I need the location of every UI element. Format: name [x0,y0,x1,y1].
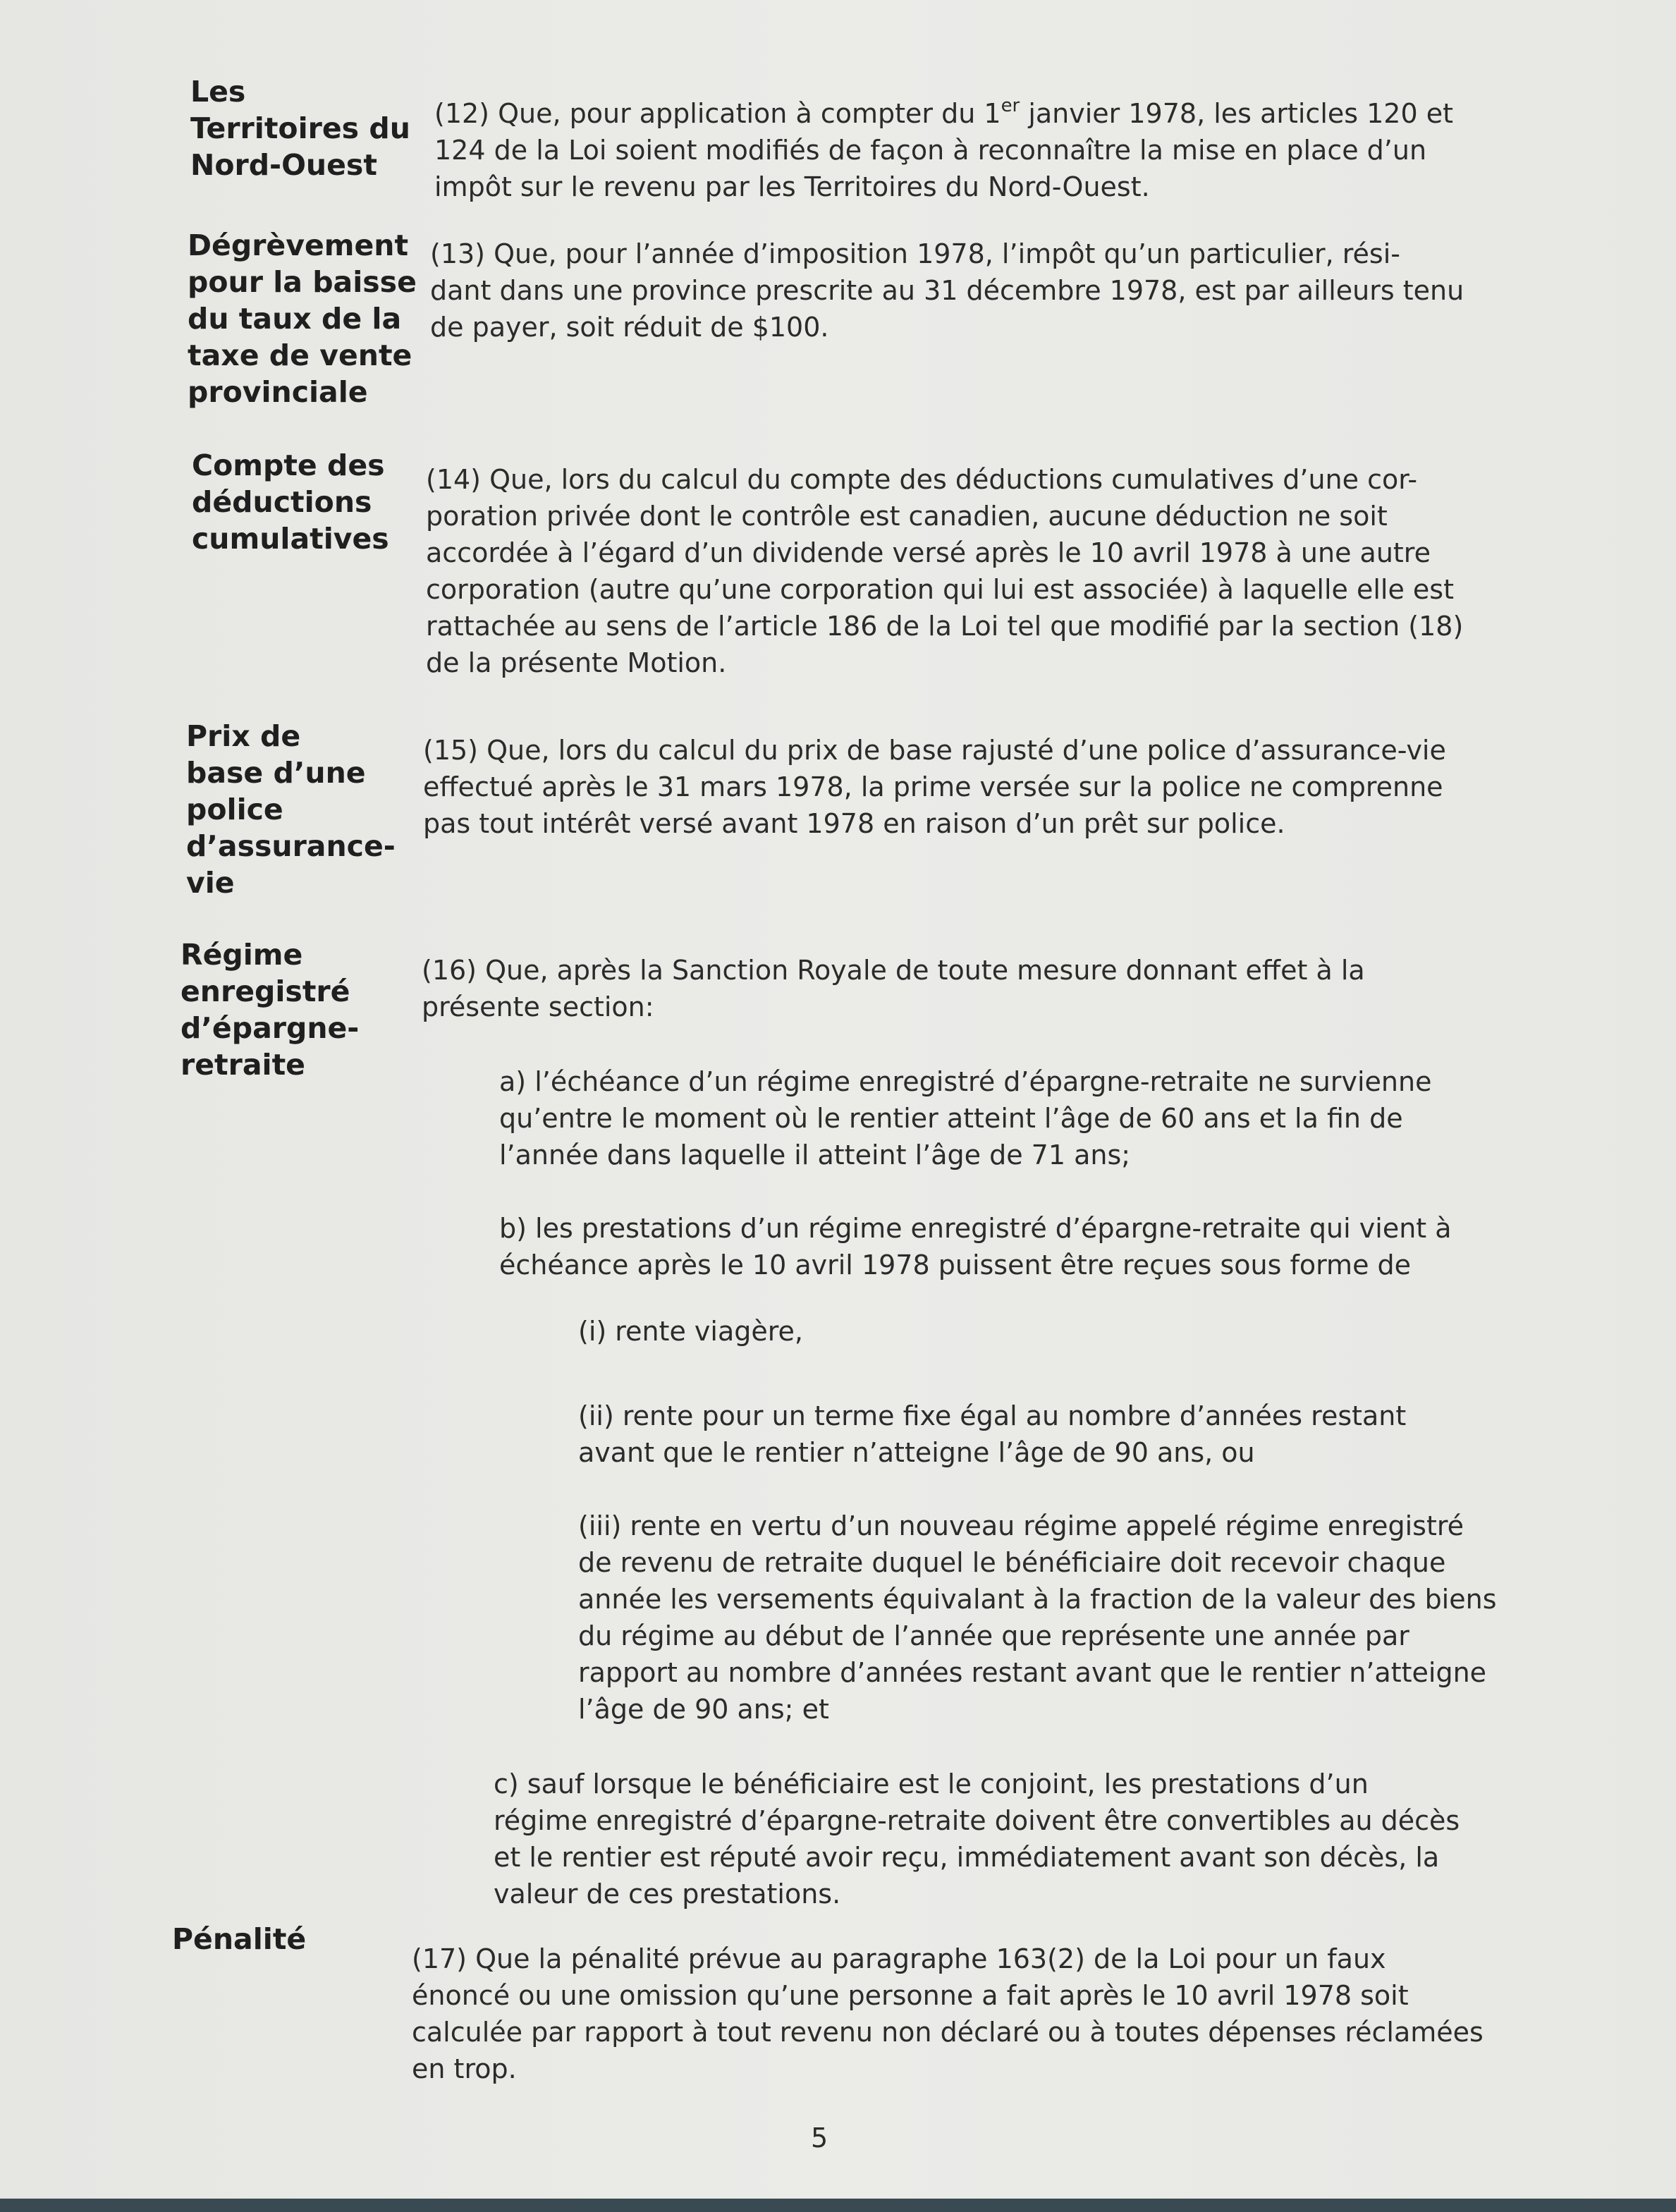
paragraph-17: (17) Que la pénalité prévue au paragraphe 163(2) de la Loi pour un faux énoncé ou une omission qu’une personne a fait après le 10 avril 1978 soit calculée par rapport à tout revenu non déclaré ou à toutes dépenses réclamées en trop. [412,1943,1484,2084]
paragraph-12 [434,87,1591,205]
paragraph-16: (16) Que, après la Sanction Royale de toute mesure donnant effet à la présente section: [422,955,1365,1022]
margin-label-territoires: Les Territoires du Nord-Ouest [190,75,410,182]
paragraph-13: (13) Que, pour l’année d’imposition 1978, l’impôt qu’un particulier, rési- dant dans une province prescrite au 31 décembre 1978, est par ailleurs tenu de payer, soit réduit de $100. [430,238,1464,343]
paragraph-16-subitem-i: (i) rente viagère, [578,1316,803,1347]
paragraph-16-item-c: c) sauf lorsque le bénéficiaire est le conjoint, les prestations d’un régime enregistré d’épargne-retraite doivent être convertibles au décès et le rentier est réputé avoir reçu, immédiatement avant son décès, la valeur de ces prestations. [494,1768,1460,1909]
paragraph-12-sup: er [1001,95,1020,116]
page-bottom-edge [0,2199,1676,2212]
paragraph-14: (14) Que, lors du calcul du compte des déductions cumulatives d’une cor- poration privée dont le contrôle est canadien, aucune déduction ne soit accordée à l’égard d’un dividende versé après le 10 avril 1978 à une autre corporation (autre qu’une corporation qui lui est associée) à laquelle elle est rattachée au sens de l’article 186 de la Loi tel que modifié par la section (18) de la présente Motion. [426,464,1464,678]
paragraph-16-subitem-iii: (iii) rente en vertu d’un nouveau régime appelé régime enregistré de revenu de retraite duquel le bénéficiaire doit recevoir chaque année les versements équivalant à la fraction de la valeur des biens du régime au début de l’année que représente une année par rapport au nombre d’années restant avant que le rentier n’atteigne l’âge de 90 ans; et [578,1510,1497,1725]
paragraph-12-rest: janvier 1978, les articles 120 et 124 de la Loi soient modifiés de façon à reconnaître la mise en place d’un impôt sur le revenu par les Territoires du Nord-Ouest. [434,98,1454,202]
margin-label-degrevement: Dégrèvement pour la baisse du taux de la taxe de vente provinciale [188,228,417,409]
margin-label-regime-enregistre: Régime enregistré d’épargne- retraite [181,938,360,1082]
margin-label-prix-de-base: Prix de base d’une police d’assurance- vie [186,719,396,900]
paragraph-16-item-b: b) les prestations d’un régime enregistré d’épargne-retraite qui vient à échéance après le 10 avril 1978 puissent être reçues sous forme de [499,1213,1452,1281]
paragraph-16-item-a: a) l’échéance d’un régime enregistré d’épargne-retraite ne survienne qu’entre le moment où le rentier atteint l’âge de 60 ans et la fin de l’année dans laquelle il atteint l’âge de 71 ans; [499,1066,1432,1171]
margin-label-penalite: Pénalité [172,1922,307,1956]
paragraph-12-lead: (12) Que, pour application à compter du 1 [434,98,1001,129]
page-number: 5 [811,2122,828,2153]
paragraph-16-subitem-ii: (ii) rente pour un terme fixe égal au nombre d’années restant avant que le rentier n’atteigne l’âge de 90 ans, ou [578,1400,1407,1468]
paragraph-15: (15) Que, lors du calcul du prix de base rajusté d’une police d’assurance-vie effectué après le 31 mars 1978, la prime versée sur la police ne comprenne pas tout intérêt versé avant 1978 en raison d’un prêt sur police. [423,735,1446,839]
margin-label-compte-deductions: Compte des déductions cumulatives [192,448,389,556]
